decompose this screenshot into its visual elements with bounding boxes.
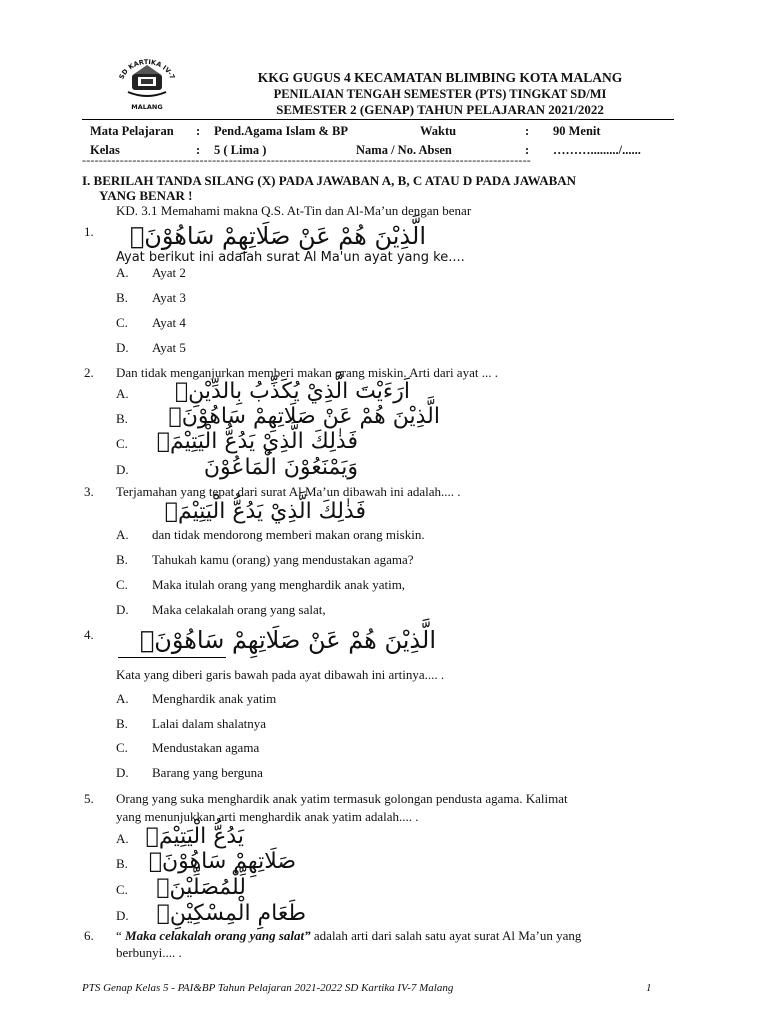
q4-b-text[interactable]: Lalai dalam shalatnya	[152, 716, 267, 731]
exam-header	[180, 70, 700, 118]
q1-a-text[interactable]: Ayat 2	[152, 265, 186, 280]
name-value: ………........./......	[553, 143, 641, 157]
q2-b-arabic[interactable]: الَّذِيْنَ هُمْ عَنْ صَلَاتِهِمْ سَاهُوْنَۙ	[168, 404, 440, 429]
q3-d-text[interactable]: Maka celakalah orang yang salat,	[152, 602, 326, 617]
subject-value: Pend.Agama Islam & BP	[214, 124, 349, 138]
q1-number: 1.	[84, 224, 94, 239]
q2-c-arabic[interactable]: فَذٰلِكَ الَّذِيْ يَدُعُّ الْيَتِيْمَۙ	[156, 429, 358, 454]
header-line-3: SEMESTER 2 (GENAP) TAHUN PELAJARAN 2021/2022	[276, 102, 604, 117]
q5-d-arabic[interactable]: طَعَامِ الْمِسْكِيْنِۗ	[156, 901, 306, 926]
q5-number: 5.	[84, 791, 94, 806]
subject-label: Mata Pelajaran	[90, 124, 174, 138]
q6-emphasis: Maka celakalah orang yang salat”	[125, 928, 311, 943]
q3-d-label[interactable]: D.	[116, 602, 129, 617]
q4-b-label[interactable]: B.	[116, 716, 128, 731]
time-label: Waktu	[420, 124, 457, 138]
logo-text-bottom: MALANG	[131, 103, 163, 111]
q5-text-line-2: yang menunjukkan arti menghardik anak yatim adalah.... .	[116, 809, 419, 824]
header-line-1: KKG GUGUS 4 KECAMATAN BLIMBING KOTA MALANG	[257, 70, 623, 85]
q2-b-label[interactable]: B.	[116, 411, 128, 426]
section-title-line-1: I. BERILAH TANDA SILANG (X) PADA JAWABAN A, B, C ATAU D PADA JAWABAN	[82, 173, 577, 188]
dashed-divider: -----------------------------------------------------------------------------------------------------------	[82, 153, 531, 165]
footer-text: PTS Genap Kelas 5 - PAI&BP Tahun Pelajaran 2021-2022 SD Kartika IV-7 Malang	[82, 982, 454, 994]
q1-a-label[interactable]: A.	[116, 265, 129, 280]
q1-arabic: الَّذِيْنَ هُمْ عَنْ صَلَاتِهِمْ سَاهُوْنَۙ	[129, 222, 426, 250]
q3-arabic: فَذٰلِكَ الَّذِيْ يَدُعُّ الْيَتِيْمَۙ	[164, 499, 366, 524]
q1-d-label[interactable]: D.	[116, 340, 129, 355]
name-label: Nama / No. Absen	[356, 143, 452, 157]
q2-number: 2.	[84, 365, 94, 380]
header-line-2: PENILAIAN TENGAH SEMESTER (PTS) TINGKAT SD/MI	[273, 87, 607, 101]
q5-d-label[interactable]: D.	[116, 908, 129, 923]
q4-a-label[interactable]: A.	[116, 691, 129, 706]
q1-b-text[interactable]: Ayat 3	[152, 290, 186, 305]
q4-d-label[interactable]: D.	[116, 765, 129, 780]
q4-underline	[118, 657, 226, 658]
time-colon: :	[525, 124, 530, 138]
q1-c-label[interactable]: C.	[116, 315, 128, 330]
q5-c-arabic[interactable]: لِّلْمُصَلِّيْنَۙ	[156, 875, 246, 900]
class-value: 5 ( Lima )	[214, 143, 267, 157]
q1-c-text[interactable]: Ayat 4	[152, 315, 186, 330]
q6-rest: adalah arti dari salah satu ayat surat Al Ma’un yang	[310, 928, 582, 943]
q1-text: Ayat berikut ini adalah surat Al Ma'un ayat yang ke....	[116, 250, 465, 265]
q3-b-text[interactable]: Tahukah kamu (orang) yang mendustakan agama?	[152, 552, 414, 567]
q3-c-label[interactable]: C.	[116, 577, 128, 592]
q4-a-text[interactable]: Menghardik anak yatim	[152, 691, 277, 706]
q2-c-label[interactable]: C.	[116, 436, 128, 451]
q3-a-text[interactable]: dan tidak mendorong memberi makan orang miskin.	[152, 527, 425, 542]
q4-arabic: الَّذِيْنَ هُمْ عَنْ صَلَاتِهِمْ سَاهُوْنَۙ	[139, 626, 436, 654]
q5-b-arabic[interactable]: صَلَاتِهِمْ سَاهُوْنَۙ	[148, 849, 296, 874]
q1-d-text[interactable]: Ayat 5	[152, 340, 186, 355]
header-rule	[82, 119, 674, 120]
q4-text: Kata yang diberi garis bawah pada ayat dibawah ini artinya.... .	[116, 667, 445, 682]
section-title	[82, 173, 682, 203]
q1-b-label[interactable]: B.	[116, 290, 128, 305]
school-logo	[114, 56, 180, 112]
q4-number: 4.	[84, 627, 94, 642]
q3-number: 3.	[84, 484, 94, 499]
q4-d-text[interactable]: Barang yang berguna	[152, 765, 263, 780]
school-emblem-icon	[114, 56, 180, 112]
class-label: Kelas	[90, 143, 120, 157]
q3-b-label[interactable]: B.	[116, 552, 128, 567]
q6-open-quote: “	[116, 928, 122, 943]
logo-text-top: SD KARTIKA IV-7	[117, 57, 177, 81]
q2-d-label[interactable]: D.	[116, 462, 129, 477]
page-number: 1	[646, 982, 652, 994]
time-value: 90 Menit	[553, 124, 601, 138]
q5-c-label[interactable]: C.	[116, 882, 128, 897]
q2-text: Dan tidak menganjurkan memberi makan orang miskin. Arti dari ayat ... .	[116, 365, 498, 380]
q4-c-label[interactable]: C.	[116, 740, 128, 755]
q5-a-label[interactable]: A.	[116, 831, 129, 846]
q5-a-arabic[interactable]: يَدُعُّ الْيَتِيْمَۙ	[145, 824, 244, 849]
q3-c-text[interactable]: Maka itulah orang yang menghardik anak yatim,	[152, 577, 406, 592]
section-title-line-2: YANG BENAR !	[99, 188, 193, 203]
q5-text-line-1: Orang yang suka menghardik anak yatim termasuk golongan pendusta agama. Kalimat	[116, 791, 568, 806]
q2-a-label[interactable]: A.	[116, 386, 129, 401]
q2-d-arabic[interactable]: وَيَمْنَعُوْنَ الْمَاعُوْنَ	[203, 455, 358, 480]
q4-c-text[interactable]: Mendustakan agama	[152, 740, 260, 755]
q3-a-label[interactable]: A.	[116, 527, 129, 542]
q6-text-line-1	[116, 928, 581, 944]
q6-number: 6.	[84, 928, 94, 943]
q3-text: Terjamahan yang tepat dari surat Al Ma’un dibawah ini adalah.... .	[116, 484, 461, 499]
q6-text-line-2: berbunyi.... .	[116, 945, 182, 960]
q2-a-arabic[interactable]: اَرَءَيْتَ الَّذِيْ يُكَذِّبُ بِالدِّيْنِۗ	[174, 379, 410, 404]
name-colon: :	[525, 143, 530, 157]
subject-colon: :	[196, 124, 201, 138]
kd-text: KD. 3.1 Memahami makna Q.S. At-Tin dan Al-Ma’un dengan benar	[116, 203, 472, 218]
q5-b-label[interactable]: B.	[116, 856, 128, 871]
class-colon: :	[196, 143, 201, 157]
